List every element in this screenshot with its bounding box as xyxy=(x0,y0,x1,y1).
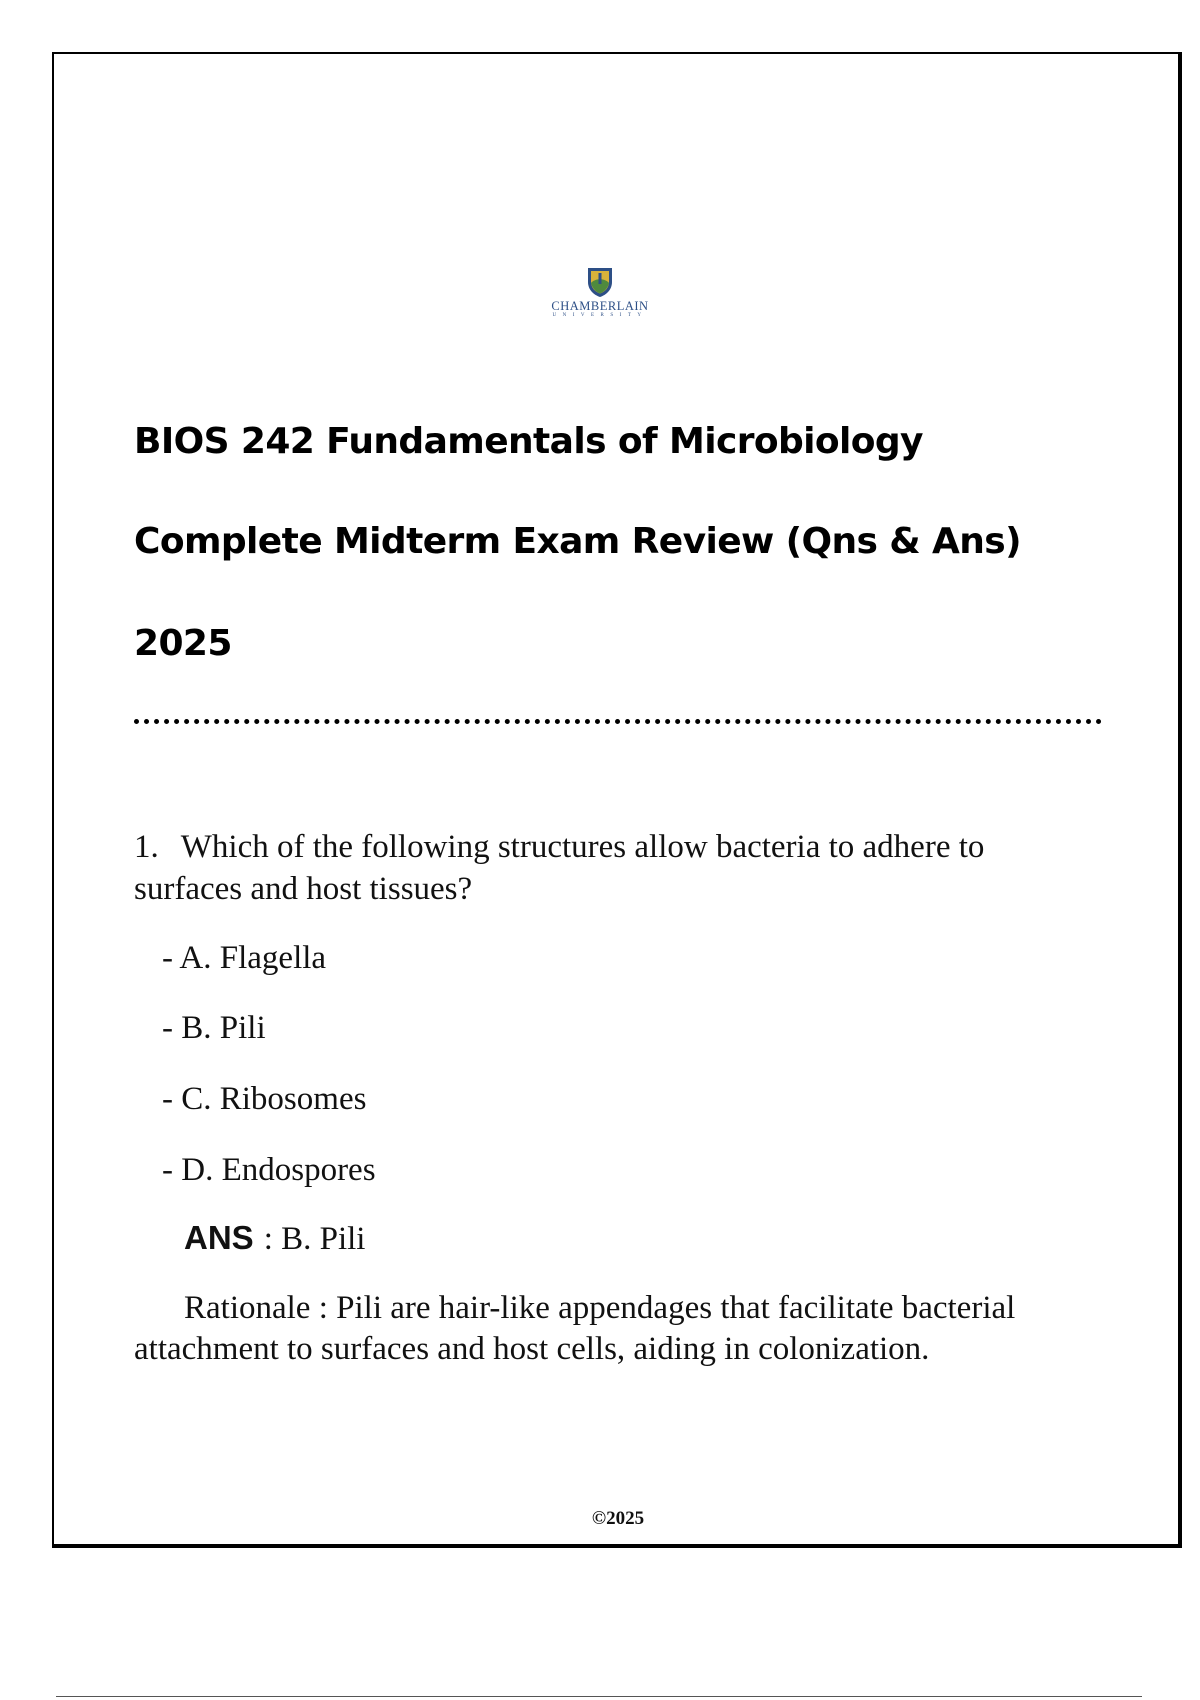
title-line-2: Complete Midterm Exam Review (Qns & Ans) xyxy=(134,521,1021,562)
logo-name: CHAMBERLAIN xyxy=(551,299,649,313)
footer-copyright: ©2025 xyxy=(591,1508,645,1529)
option-d: - D. Endospores xyxy=(162,1152,376,1188)
option-a: - A. Flagella xyxy=(162,940,327,976)
question-number: 1. xyxy=(134,829,159,865)
bottom-rule xyxy=(56,1696,1142,1697)
question-1 xyxy=(134,826,1094,910)
dotted-divider xyxy=(134,719,1102,724)
question-text: Which of the following structures allow bacteria to adhere to surfaces and host tissues? xyxy=(134,829,985,907)
option-b: - B. Pili xyxy=(162,1010,266,1046)
answer-label: ANS xyxy=(184,1219,254,1256)
logo-subtitle: UNIVERSITY xyxy=(552,313,648,318)
title-line-1: BIOS 242 Fundamentals of Microbiology xyxy=(134,421,923,462)
rationale: Rationale : Pili are hair-like appendages that facilitate bacterial attachment to surfaces and host cells, aiding in colonization. xyxy=(134,1290,1016,1367)
answer-text: : B. Pili xyxy=(263,1221,366,1257)
university-logo xyxy=(538,266,662,319)
option-c: - C. Ribosomes xyxy=(162,1081,367,1117)
title-line-3: 2025 xyxy=(134,623,232,664)
shield-icon xyxy=(586,266,614,298)
answer xyxy=(184,1217,365,1260)
